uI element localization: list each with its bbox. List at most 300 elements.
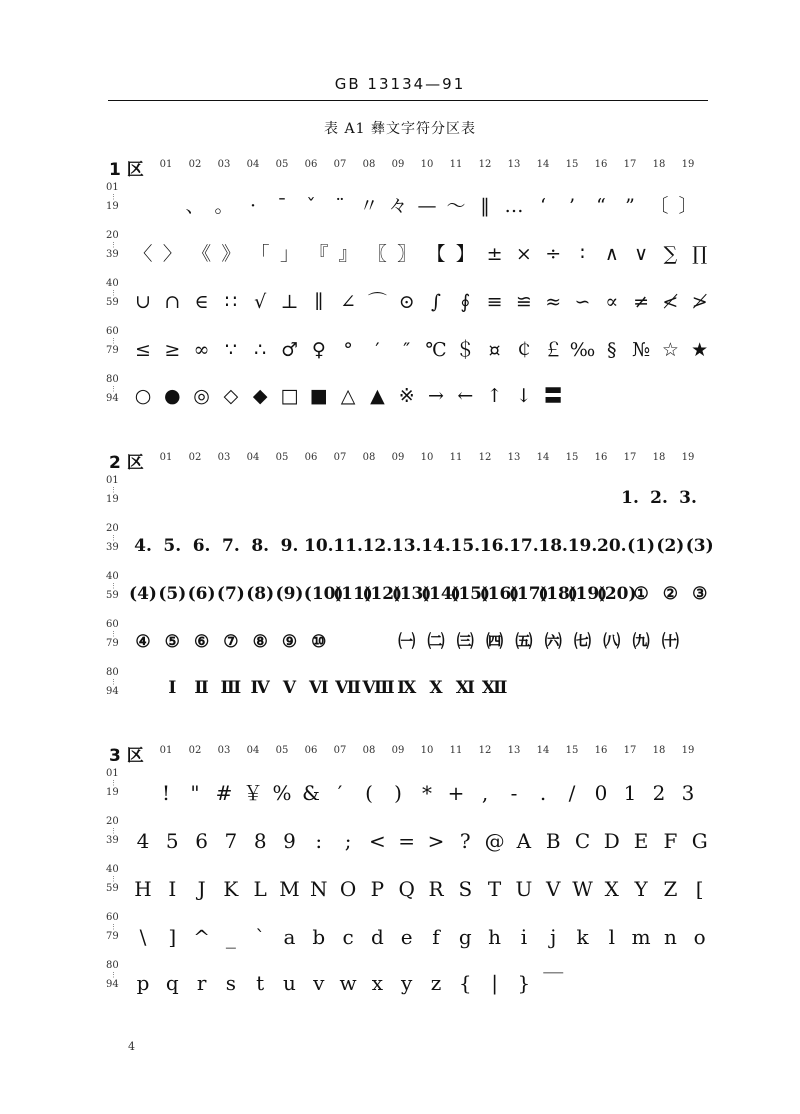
character-cell: w <box>339 971 357 995</box>
zone-title: 3 区 <box>109 746 144 766</box>
character-cell: ○ <box>134 385 152 407</box>
character-cell: ± <box>486 243 503 265</box>
column-header: 06 <box>304 452 318 463</box>
character-cell: 2. <box>650 488 668 508</box>
character-cell: } <box>517 971 531 995</box>
character-cell: ㈦ <box>574 632 591 652</box>
character-cell: n <box>663 925 677 949</box>
character-cell: 」 <box>279 243 299 265</box>
character-cell: e <box>400 925 413 949</box>
character-cell: ￣ <box>543 971 564 995</box>
column-header: 09 <box>391 745 405 756</box>
zone-1 <box>0 155 800 455</box>
character-cell: x <box>371 971 384 995</box>
character-cell: 13. <box>391 536 422 556</box>
column-header: 12 <box>478 452 492 463</box>
character-cell: (18) <box>538 584 578 604</box>
character-cell: ★ <box>691 339 709 361</box>
column-header: 07 <box>333 159 347 170</box>
character-cell: ③ <box>692 584 708 604</box>
row-range-label: 60 ⋮ 79 <box>106 619 119 649</box>
character-cell: " <box>190 781 200 805</box>
character-cell: 〗 <box>397 243 417 265</box>
row-range-label: 40 ⋮ 59 <box>106 864 119 894</box>
character-cell: Z <box>663 877 678 901</box>
character-cell: ¤ <box>488 339 501 361</box>
character-cell: Ⅻ <box>481 678 508 698</box>
character-cell: △ <box>340 385 356 407</box>
character-cell: G <box>691 829 708 853</box>
character-cell: ⊙ <box>398 291 415 313</box>
character-cell: F <box>663 829 678 853</box>
character-cell: ㈣ <box>486 632 504 652</box>
character-cell: V <box>545 877 561 901</box>
character-cell: K <box>223 877 239 901</box>
column-header: 07 <box>333 745 347 756</box>
zone-title: 1 区 <box>109 160 144 180</box>
character-cell: … <box>504 195 524 217</box>
row-range-label: 60 ⋮ 79 <box>106 912 119 942</box>
character-cell: ㈥ <box>544 632 562 652</box>
character-cell: 】 <box>455 243 475 265</box>
character-cell: Ⅹ <box>429 678 443 698</box>
character-cell: ≈ <box>545 291 562 313</box>
character-cell: 』 <box>338 243 358 265</box>
character-cell: ! <box>161 781 171 805</box>
character-cell: ∧ <box>604 243 619 265</box>
character-cell: (16) <box>479 584 520 604</box>
character-cell: ; <box>344 829 352 853</box>
character-cell: ㈧ <box>603 632 621 652</box>
character-cell: ◎ <box>193 385 210 407</box>
character-cell: v <box>313 971 325 995</box>
character-cell: ∶ <box>580 243 585 265</box>
character-cell: — <box>417 195 437 217</box>
row-range-label: 40 ⋮ 59 <box>106 278 119 308</box>
character-cell: ∞ <box>193 339 210 361</box>
row-range-label: 60 ⋮ 79 <box>106 326 119 356</box>
column-header: 05 <box>275 452 289 463</box>
column-header: 04 <box>246 745 260 756</box>
character-cell: / <box>568 781 576 805</box>
character-cell: 〈 <box>133 243 153 265</box>
character-cell: s <box>225 971 237 995</box>
character-cell: (6) <box>187 584 216 604</box>
column-header: 04 <box>246 159 260 170</box>
character-cell: ↓ <box>515 385 532 407</box>
character-cell: 12. <box>362 536 393 556</box>
column-header: 19 <box>681 452 695 463</box>
column-header: 12 <box>478 159 492 170</box>
character-cell: { <box>458 971 472 995</box>
character-cell: 5 <box>165 829 179 853</box>
character-cell: @ <box>484 829 505 853</box>
character-cell: h <box>488 925 502 949</box>
character-cell: 16. <box>479 536 510 556</box>
character-cell: (13) <box>391 584 432 604</box>
character-cell: (10) <box>303 584 344 604</box>
character-cell: ← <box>457 385 474 407</box>
character-cell: H <box>134 877 152 901</box>
character-cell: ˉ <box>277 195 287 217</box>
character-cell: ′ <box>375 339 380 361</box>
character-cell: ㈨ <box>632 632 650 652</box>
character-cell: 々 <box>388 195 408 217</box>
character-cell: “ <box>596 195 606 217</box>
character-cell: ≮ <box>662 291 679 313</box>
column-header: 13 <box>507 452 521 463</box>
column-header: 17 <box>623 452 637 463</box>
character-cell: → <box>428 385 444 407</box>
character-cell: (19) <box>567 584 608 604</box>
character-cell: ∫ <box>431 291 441 313</box>
character-cell: 4 <box>136 829 150 853</box>
column-header: 12 <box>478 745 492 756</box>
character-cell: ‰ <box>569 339 596 361</box>
zone-title: 2 区 <box>109 453 144 473</box>
character-cell: % <box>272 781 292 805</box>
column-header: 11 <box>449 745 463 756</box>
character-cell: 3 <box>681 781 695 805</box>
character-cell: ㈡ <box>427 632 445 652</box>
column-header: 06 <box>304 159 318 170</box>
character-cell: § <box>607 339 617 361</box>
character-cell: \ <box>139 925 147 949</box>
column-header: 14 <box>536 745 550 756</box>
character-cell: (3) <box>685 536 714 556</box>
column-header: 14 <box>536 452 550 463</box>
character-cell: 〖 <box>367 243 387 265</box>
column-header: 13 <box>507 159 521 170</box>
character-cell: ◆ <box>252 385 268 407</box>
column-header: 06 <box>304 745 318 756</box>
character-cell: o <box>693 925 706 949</box>
character-cell: ‖ <box>480 195 490 217</box>
character-cell: ’ <box>568 195 576 217</box>
character-cell: 7 <box>224 829 238 853</box>
character-cell: Y <box>634 877 648 901</box>
character-cell: 〔 <box>649 195 669 217</box>
character-cell: (2) <box>656 536 685 556</box>
character-cell: O <box>339 877 357 901</box>
character-cell: 15. <box>450 536 481 556</box>
character-cell: 《 <box>192 243 212 265</box>
character-cell: Ⅳ <box>250 678 270 698</box>
character-cell: Ⅰ <box>168 678 177 698</box>
character-cell: I <box>168 877 177 901</box>
column-header: 14 <box>536 159 550 170</box>
column-header: 05 <box>275 745 289 756</box>
character-cell: Ⅱ <box>194 678 209 698</box>
character-cell: ∑ <box>663 243 678 265</box>
character-cell: ♀ <box>311 339 326 361</box>
header-rule <box>108 100 708 101</box>
column-header: 02 <box>188 745 202 756</box>
column-header: 18 <box>652 745 666 756</box>
character-cell: ” <box>625 195 635 217</box>
zone-2 <box>0 448 800 748</box>
column-header: 09 <box>391 159 405 170</box>
character-cell: ￥ <box>243 781 263 805</box>
character-cell: · <box>249 195 257 217</box>
character-cell: ∵ <box>224 339 237 361</box>
character-cell: ≯ <box>691 291 708 313</box>
character-cell: 9 <box>283 829 296 853</box>
character-cell: ∪ <box>135 291 151 313</box>
character-cell: ㈠ <box>398 632 416 652</box>
character-cell: ￠ <box>514 339 534 361</box>
character-cell: 4. <box>134 536 152 556</box>
character-cell: (17) <box>508 584 549 604</box>
character-cell: ≠ <box>633 291 650 313</box>
row-range-label: 20 ⋮ 39 <box>106 523 119 553</box>
character-cell: ≡ <box>486 291 503 313</box>
character-cell: (4) <box>129 584 157 604</box>
character-cell: ∥ <box>314 291 324 313</box>
character-cell: X <box>604 877 619 901</box>
character-cell: D <box>603 829 620 853</box>
character-cell: ※ <box>398 385 415 407</box>
character-cell: N <box>310 877 328 901</box>
character-cell: z <box>430 971 442 995</box>
column-header: 18 <box>652 452 666 463</box>
character-cell: ′ <box>337 781 343 805</box>
character-cell: 10. <box>304 536 334 556</box>
column-header: 10 <box>420 745 434 756</box>
column-header: 02 <box>188 159 202 170</box>
row-range-label: 80 ⋮ 94 <box>106 667 119 697</box>
character-cell: ? <box>459 829 471 853</box>
character-cell: 6. <box>192 536 211 556</box>
character-cell: 19. <box>567 536 598 556</box>
character-cell: S <box>458 877 473 901</box>
column-header: 17 <box>623 745 637 756</box>
character-cell: f <box>432 925 440 949</box>
character-cell: ‘ <box>539 195 547 217</box>
character-cell: 〕 <box>678 195 698 217</box>
character-cell: j <box>550 925 557 949</box>
row-range-label: 20 ⋮ 39 <box>106 230 119 260</box>
character-cell: ∩ <box>164 291 181 313</box>
character-cell: Ⅺ <box>455 678 475 698</box>
character-cell: | <box>491 971 498 995</box>
character-cell: 0 <box>594 781 608 805</box>
character-cell: > <box>427 829 445 853</box>
column-header: 08 <box>362 452 376 463</box>
column-header: 19 <box>681 159 695 170</box>
character-cell: ∈ <box>194 291 209 313</box>
character-cell: W <box>572 877 593 901</box>
character-cell: ㈩ <box>661 632 679 652</box>
character-cell: Ⅵ <box>309 678 329 698</box>
character-cell: ∠ <box>340 291 357 313</box>
column-header: 15 <box>565 452 579 463</box>
character-cell: (11) <box>333 584 373 604</box>
character-cell: Ⅲ <box>220 678 242 698</box>
character-cell: 18. <box>538 536 568 556</box>
character-cell: 6 <box>195 829 208 853</box>
character-cell: U <box>515 877 533 901</box>
character-cell: ￡ <box>543 339 563 361</box>
column-header: 03 <box>217 452 231 463</box>
character-cell: ° <box>343 339 353 361</box>
column-header: 15 <box>565 745 579 756</box>
column-header: 09 <box>391 452 405 463</box>
character-cell: 、 <box>185 195 205 217</box>
character-cell: , <box>481 781 489 805</box>
character-cell: ▲ <box>370 385 385 407</box>
character-cell: (15) <box>450 584 491 604</box>
character-cell: □ <box>280 385 299 407</box>
character-cell: J <box>197 877 206 901</box>
character-cell: 9. <box>280 536 299 556</box>
character-cell: i <box>520 925 528 949</box>
character-cell: (7) <box>216 584 245 604</box>
character-cell: - <box>510 781 518 805</box>
column-header: 08 <box>362 159 376 170</box>
character-cell: Ⅴ <box>282 678 297 698</box>
character-cell: (8) <box>246 584 275 604</box>
character-cell: 2 <box>652 781 666 805</box>
row-range-label: 40 ⋮ 59 <box>106 571 119 601</box>
character-cell: r <box>196 971 207 995</box>
character-cell: ∨ <box>634 243 649 265</box>
character-cell: ÷ <box>545 243 562 265</box>
row-range-label: 01 ⋮ 19 <box>106 768 119 798</box>
character-cell: y <box>401 971 413 995</box>
column-header: 11 <box>449 159 463 170</box>
character-cell: ∏ <box>692 243 708 265</box>
character-cell: 1 <box>623 781 637 805</box>
character-cell: ∷ <box>224 291 237 313</box>
character-cell: (5) <box>158 584 187 604</box>
character-cell: 11. <box>333 536 363 556</box>
character-cell: E <box>633 829 649 853</box>
character-cell: 3. <box>679 488 697 508</box>
character-cell: * <box>422 781 432 805</box>
character-cell: k <box>576 925 589 949</box>
character-cell: l <box>608 925 615 949</box>
character-cell: 8 <box>253 829 267 853</box>
character-cell: _ <box>225 925 236 949</box>
column-header: 10 <box>420 452 434 463</box>
character-cell: ⑩ <box>311 632 327 652</box>
character-cell: ⑤ <box>164 632 180 652</box>
character-cell: Q <box>398 877 415 901</box>
character-cell: c <box>342 925 354 949</box>
character-cell: ∝ <box>605 291 619 313</box>
column-header: 15 <box>565 159 579 170</box>
character-cell: P <box>370 877 385 901</box>
character-cell: T <box>487 877 502 901</box>
character-cell: a <box>283 925 296 949</box>
table-caption: 表 A1 彝文字符分区表 <box>324 121 476 137</box>
character-cell: ⑦ <box>223 632 239 652</box>
character-cell: ¨ <box>335 195 345 217</box>
character-cell: 【 <box>426 243 446 265</box>
column-header: 13 <box>507 745 521 756</box>
column-header: 03 <box>217 745 231 756</box>
row-range-label: 01 ⋮ 19 <box>106 182 119 212</box>
character-cell: ( <box>365 781 373 805</box>
character-cell: ⌒ <box>367 291 387 313</box>
column-header: 16 <box>594 452 608 463</box>
character-cell: ～ <box>446 195 466 217</box>
character-cell: ⑨ <box>281 632 298 652</box>
character-cell: № <box>632 339 651 361</box>
character-cell: √ <box>254 291 267 313</box>
character-cell: (20) <box>596 584 637 604</box>
character-cell: ) <box>394 781 402 805</box>
character-cell: ^ <box>193 925 210 949</box>
character-cell: 1. <box>621 488 639 508</box>
character-cell: (9) <box>275 584 304 604</box>
character-cell: & <box>302 781 320 805</box>
character-cell: 「 <box>250 243 270 265</box>
character-cell: m <box>631 925 651 949</box>
column-header: 01 <box>159 452 173 463</box>
character-cell: ㈢ <box>456 632 474 652</box>
character-cell: t <box>256 971 265 995</box>
character-cell: L <box>253 877 267 901</box>
column-header: 16 <box>594 159 608 170</box>
character-cell: 7. <box>222 536 240 556</box>
column-header: 19 <box>681 745 695 756</box>
character-cell: 14. <box>421 536 451 556</box>
character-cell: 5. <box>163 536 182 556</box>
character-cell: ∴ <box>254 339 267 361</box>
column-header: 05 <box>275 159 289 170</box>
character-cell: ② <box>662 584 679 604</box>
column-header: 10 <box>420 159 434 170</box>
character-cell: R <box>428 877 444 901</box>
character-cell: g <box>458 925 472 949</box>
column-header: 08 <box>362 745 376 756</box>
character-cell: ∽ <box>574 291 591 313</box>
character-cell: . <box>539 781 547 805</box>
character-cell: ≤ <box>135 339 151 361</box>
character-cell: M <box>279 877 300 901</box>
character-cell: ` <box>255 925 266 949</box>
character-cell: ＄ <box>455 339 475 361</box>
character-cell: [ <box>695 877 704 901</box>
page-number: 4 <box>128 1040 135 1053</box>
character-cell: ♂ <box>280 339 299 361</box>
character-cell: b <box>312 925 326 949</box>
character-cell: ⊥ <box>280 291 299 313</box>
row-range-label: 80 ⋮ 94 <box>106 960 119 990</box>
character-cell: Ⅶ <box>335 678 362 698</box>
column-header: 03 <box>217 159 231 170</box>
character-cell: p <box>136 971 150 995</box>
column-header: 02 <box>188 452 202 463</box>
character-cell: ⑥ <box>193 632 210 652</box>
character-cell: 8. <box>251 536 270 556</box>
character-cell: : <box>315 829 323 853</box>
column-header: 18 <box>652 159 666 170</box>
character-cell: C <box>574 829 591 853</box>
standard-number-header: GB 13134—91 <box>334 75 466 93</box>
character-cell: < <box>369 829 386 853</box>
character-cell: ∮ <box>460 291 471 313</box>
character-cell: 20. <box>597 536 627 556</box>
column-header: 07 <box>333 452 347 463</box>
character-cell: 〓 <box>543 385 563 407</box>
character-cell: # <box>215 781 233 805</box>
character-cell: B <box>545 829 561 853</box>
character-cell: ≌ <box>515 291 532 313</box>
character-cell: u <box>283 971 296 995</box>
